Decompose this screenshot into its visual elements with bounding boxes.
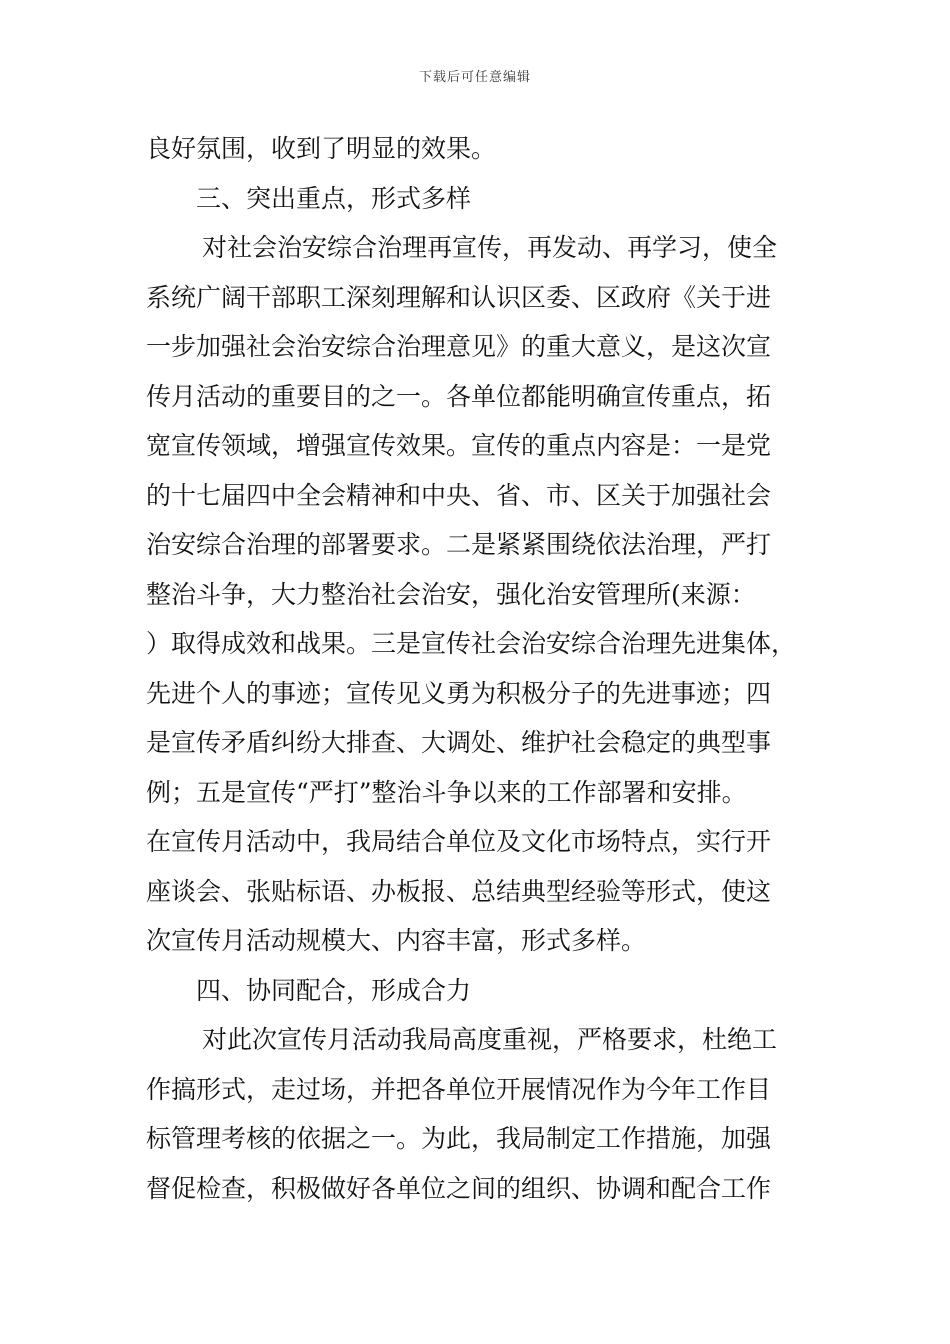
text-line: 传月活动的重要目的之一。各单位都能明确宣传重点，拓 <box>146 381 772 411</box>
page-header: 下载后可任意编辑 <box>418 70 531 85</box>
text-line: 例；五是宣传“严打”整治斗争以来的工作部署和安排。 <box>146 777 747 807</box>
text-line: 一步加强社会治安综合治理意见》的重大意义，是这次宣 <box>146 332 772 361</box>
body-text <box>146 124 826 1213</box>
text-line: 次宣传月活动规模大、内容丰富，形式多样。 <box>146 926 647 955</box>
text-line: 在宣传月活动中，我局结合单位及文化市场特点，实行开 <box>146 827 772 856</box>
text-line: 先进个人的事迹；宣传见义勇为积极分子的先进事迹；四 <box>146 678 772 708</box>
text-line: 治安综合治理的部署要求。二是紧紧围绕依法治理，严打 <box>146 530 772 559</box>
text-line: 对此次宣传月活动我局高度重视，严格要求，杜绝工 <box>202 1025 778 1054</box>
section-heading: 四、协同配合，形成合力 <box>196 975 472 1005</box>
text-line: 座谈会、张贴标语、办板报、总结典型经验等形式，使这 <box>146 876 772 906</box>
text-line: 督促检查，积极做好各单位之间的组织、协调和配合工作 <box>146 1173 772 1203</box>
text-line: 对社会治安综合治理再宣传，再发动、再学习，使全 <box>202 233 778 262</box>
text-line: 良好氛围，收到了明显的效果。 <box>146 134 497 163</box>
section-heading: 三、突出重点，形式多样 <box>196 183 472 213</box>
text-line: 标管理考核的依据之一。为此，我局制定工作措施，加强 <box>146 1124 772 1153</box>
text-line: 整治斗争，大力整治社会治安，强化治安管理所(来源： <box>146 579 756 609</box>
text-line: 系统广阔干部职工深刻理解和认识区委、区政府《关于进 <box>146 282 772 312</box>
text-line: ）取得成效和战果。三是宣传社会治安综合治理先进集体， <box>146 629 797 658</box>
text-line: 是宣传矛盾纠纷大排查、大调处、维护社会稳定的典型事 <box>146 728 772 757</box>
text-line: 宽宣传领域，增强宣传效果。宣传的重点内容是：一是党 <box>146 431 772 460</box>
text-line: 的十七届四中全会精神和中央、省、市、区关于加强社会 <box>146 480 772 510</box>
text-line: 作搞形式，走过场，并把各单位开展情况作为今年工作目 <box>146 1074 772 1104</box>
